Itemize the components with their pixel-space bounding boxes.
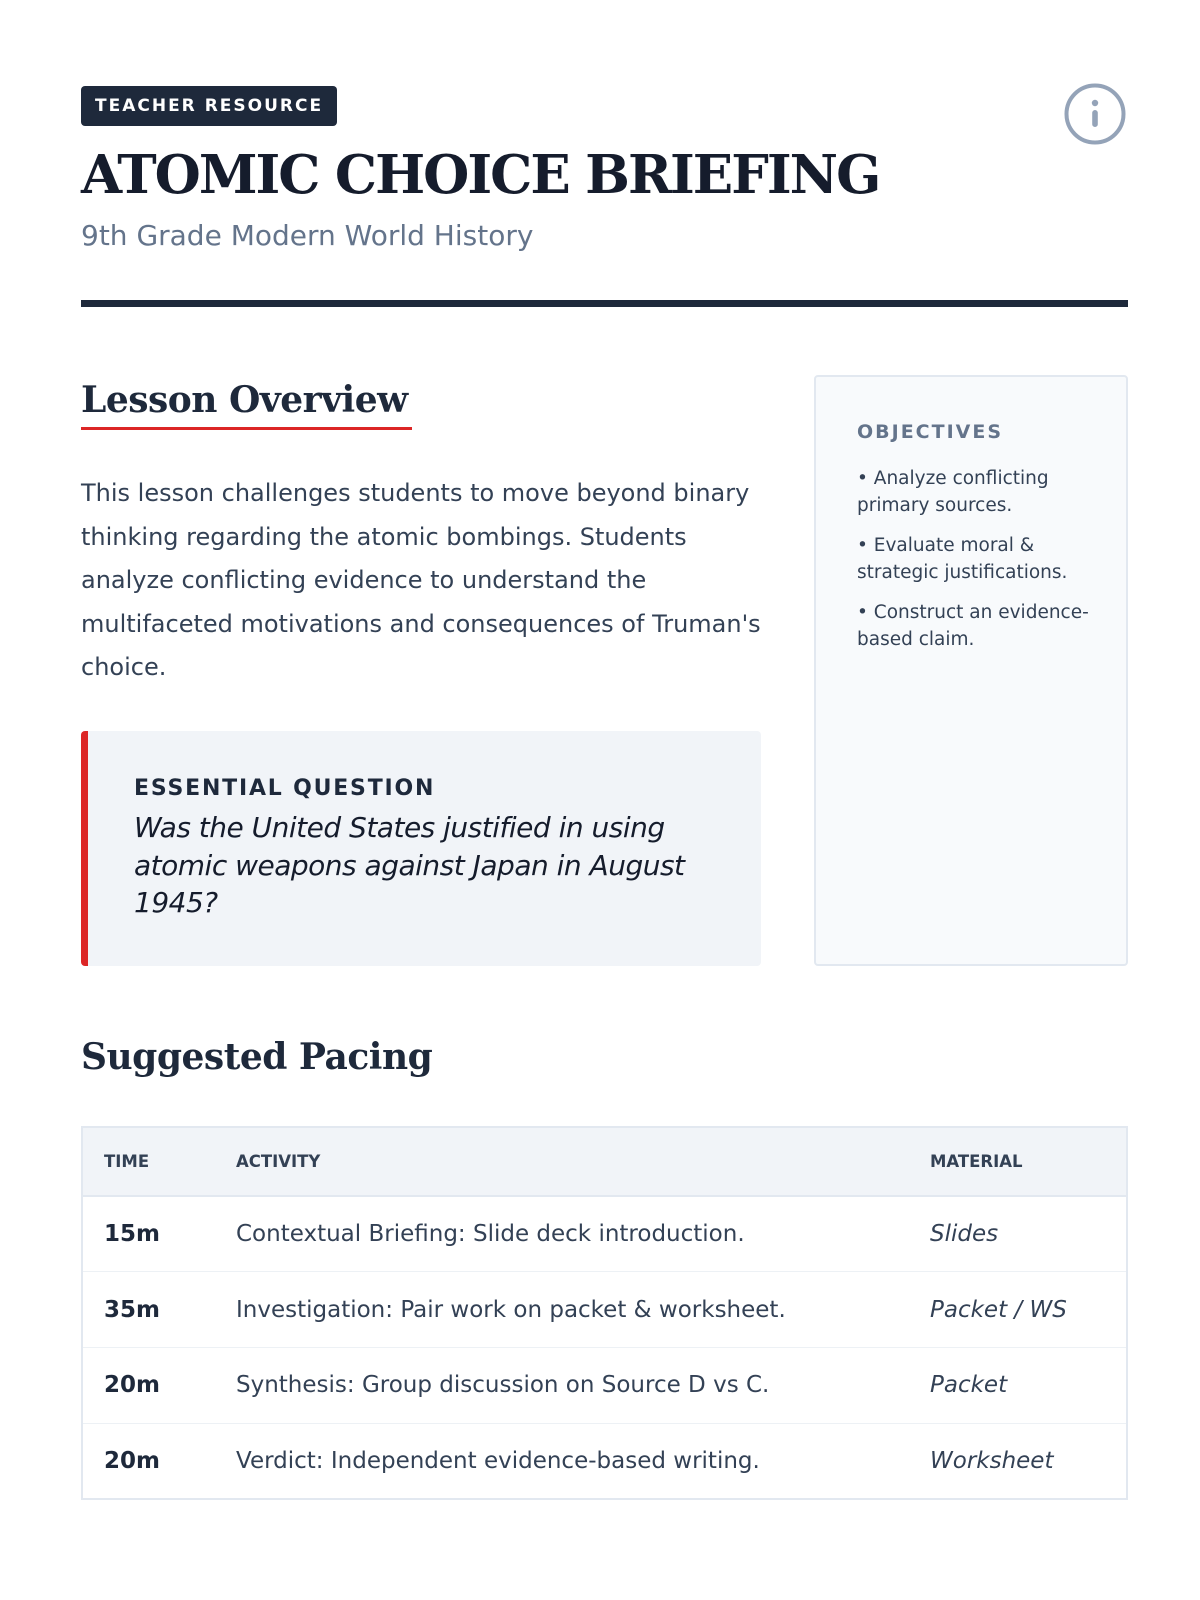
time-cell: 20m — [104, 1447, 160, 1474]
table-row — [82, 1196, 1127, 1272]
objective-item: • Construct an evidence-based claim. — [857, 602, 1089, 650]
time-cell: 35m — [104, 1296, 160, 1323]
lesson-document — [81, 0, 1128, 1600]
column-header-time: TIME — [82, 1127, 215, 1196]
column-header-material: MATERIAL — [909, 1127, 1127, 1196]
activity-cell: Investigation: Pair work on packet & worksheet. — [236, 1296, 786, 1323]
material-cell: Worksheet — [930, 1447, 1054, 1474]
activity-cell: Contextual Briefing: Slide deck introduction. — [236, 1221, 745, 1248]
column-header-activity: ACTIVITY — [215, 1127, 909, 1196]
objectives-panel — [814, 375, 1128, 966]
material-cell: Packet / WS — [930, 1296, 1067, 1323]
lesson-overview-text: This lesson challenges students to move beyond binary thinking regarding the atomic bombings. Students analyze conflicting evidence to understand the multifaceted motivations and consequences of Truman's choice. — [81, 479, 761, 681]
essential-question-text: Was the United States justified in using atomic weapons against Japan in August 1945? — [134, 811, 685, 919]
activity-cell: Verdict: Independent evidence-based writing. — [236, 1447, 760, 1474]
pacing-table — [81, 1126, 1128, 1500]
objectives-list — [857, 465, 1117, 666]
table-row — [82, 1348, 1127, 1424]
info-icon[interactable] — [1063, 82, 1127, 146]
material-cell: Packet — [930, 1372, 1008, 1399]
essential-question-label: ESSENTIAL QUESTION — [134, 776, 436, 801]
objective-item: • Analyze conflicting primary sources. — [857, 468, 1049, 516]
teacher-resource-badge: TEACHER RESOURCE — [81, 86, 337, 126]
time-cell: 15m — [104, 1221, 160, 1248]
objectives-title: OBJECTIVES — [857, 421, 1004, 443]
time-cell: 20m — [104, 1372, 160, 1399]
table-row — [82, 1272, 1127, 1348]
page-title: ATOMIC CHOICE BRIEFING — [81, 144, 880, 206]
objective-item: • Evaluate moral & strategic justifications. — [857, 535, 1068, 583]
table-row — [82, 1423, 1127, 1499]
heading-underline — [81, 427, 412, 430]
header-divider — [81, 300, 1128, 307]
lesson-overview-heading: Lesson Overview — [81, 379, 408, 421]
table-header-row — [82, 1127, 1127, 1196]
essential-question-callout — [81, 731, 761, 966]
material-cell: Slides — [930, 1221, 999, 1248]
activity-cell: Synthesis: Group discussion on Source D vs C. — [236, 1372, 770, 1399]
page-subtitle: 9th Grade Modern World History — [81, 219, 534, 252]
suggested-pacing-heading: Suggested Pacing — [81, 1036, 433, 1078]
